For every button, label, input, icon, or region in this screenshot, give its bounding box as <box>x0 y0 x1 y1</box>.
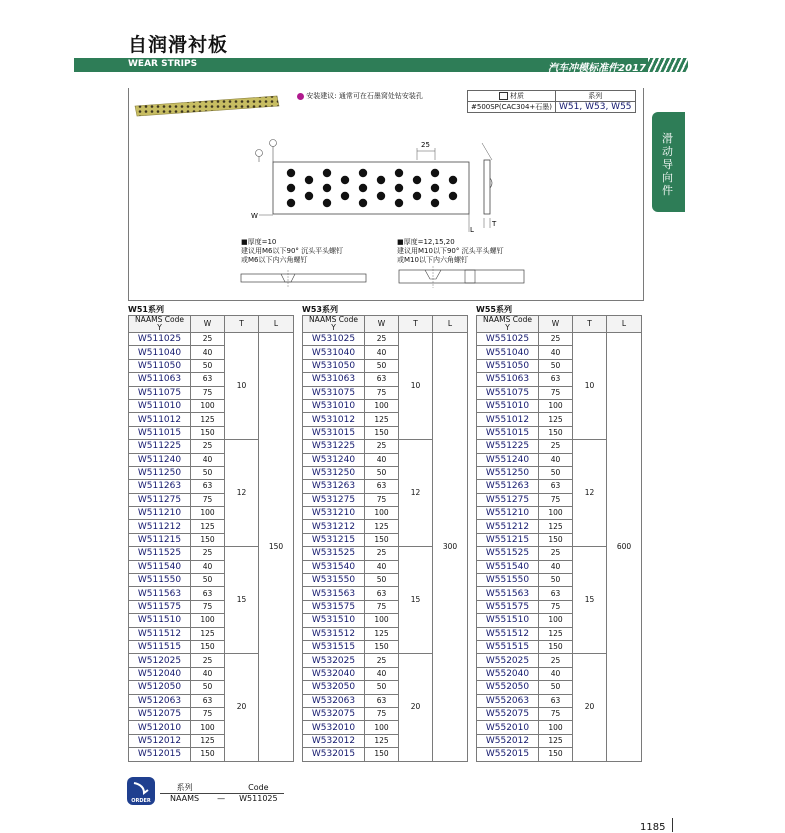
label-w: W <box>251 212 258 220</box>
install-note <box>297 91 423 101</box>
w-value: 100 <box>365 507 399 520</box>
w-value: 125 <box>539 734 573 747</box>
naams-code: W531240 <box>303 453 365 466</box>
naams-code: W531040 <box>303 346 365 359</box>
series-label: W53系列 <box>302 305 338 314</box>
w-value: 63 <box>365 373 399 386</box>
w-value: 40 <box>539 346 573 359</box>
col-header-l: L <box>259 316 294 333</box>
w-value: 63 <box>191 373 225 386</box>
w-value: 25 <box>365 440 399 453</box>
strip-photo <box>131 94 281 118</box>
l-value: 150 <box>259 333 294 762</box>
w-value: 50 <box>191 359 225 372</box>
w-value: 63 <box>365 480 399 493</box>
w-value: 125 <box>539 520 573 533</box>
w-value: 40 <box>365 346 399 359</box>
naams-code: W511510 <box>129 614 191 627</box>
dim-25: 25 <box>421 141 430 149</box>
w-value: 75 <box>539 707 573 720</box>
naams-code: W552075 <box>477 707 539 720</box>
w-value: 100 <box>191 399 225 412</box>
w-value: 75 <box>191 707 225 720</box>
naams-code: W531075 <box>303 386 365 399</box>
w-value: 100 <box>191 507 225 520</box>
w-value: 40 <box>365 667 399 680</box>
naams-code: W531010 <box>303 399 365 412</box>
profile-thin <box>239 268 369 290</box>
t-value: 15 <box>225 547 259 654</box>
naams-code: W551063 <box>477 373 539 386</box>
label-t: T <box>492 220 497 228</box>
side-tab[interactable] <box>652 112 685 212</box>
w-value: 63 <box>539 694 573 707</box>
naams-code: W512025 <box>129 654 191 667</box>
series-w51 <box>128 304 294 762</box>
naams-code: W511275 <box>129 493 191 506</box>
naams-code: W511240 <box>129 453 191 466</box>
order-icon-label: ORDER <box>131 798 151 804</box>
w-value: 100 <box>365 721 399 734</box>
naams-code: W531263 <box>303 480 365 493</box>
naams-code: W551075 <box>477 386 539 399</box>
naams-code: W532040 <box>303 667 365 680</box>
series-header: 系列 <box>556 91 636 102</box>
w-value: 63 <box>191 480 225 493</box>
naams-code: W551563 <box>477 587 539 600</box>
w-value: 40 <box>365 453 399 466</box>
naams-code: W511012 <box>129 413 191 426</box>
naams-code: W531015 <box>303 426 365 439</box>
material-value: #500SP(CAC304+石墨) <box>468 102 556 113</box>
note-thickness-12-20: ■厚度=12,15,20 建议用M10以下90° 沉头平头螺钉 或M10以下内六角螺钉 <box>397 238 504 264</box>
l-value: 300 <box>433 333 468 762</box>
w-value: 150 <box>365 748 399 761</box>
w-value: 150 <box>365 426 399 439</box>
naams-code: W532010 <box>303 721 365 734</box>
w-value: 100 <box>539 721 573 734</box>
naams-code: W512012 <box>129 734 191 747</box>
t-value: 12 <box>225 440 259 547</box>
w-value: 75 <box>539 600 573 613</box>
col-header-w: W <box>539 316 573 333</box>
page-number: 1185 <box>640 818 673 833</box>
w-value: 125 <box>365 520 399 533</box>
t-value: 10 <box>399 333 433 440</box>
naams-code: W531212 <box>303 520 365 533</box>
naams-code: W532015 <box>303 748 365 761</box>
order-table <box>160 782 284 803</box>
naams-code: W511550 <box>129 574 191 587</box>
w-value: 100 <box>191 614 225 627</box>
label-l: L <box>470 226 474 234</box>
col-header-w: W <box>365 316 399 333</box>
naams-code: W552063 <box>477 694 539 707</box>
w-value: 75 <box>365 600 399 613</box>
t-value: 20 <box>399 654 433 761</box>
col-header-w: W <box>191 316 225 333</box>
col-header-code: NAAMS Code Y <box>129 316 191 333</box>
side-view-drawing <box>474 138 514 233</box>
naams-code: W551015 <box>477 426 539 439</box>
naams-code: W551515 <box>477 640 539 653</box>
l-value: 600 <box>607 333 642 762</box>
w-value: 75 <box>365 386 399 399</box>
t-value: 20 <box>573 654 607 761</box>
naams-code: W512050 <box>129 681 191 694</box>
w-value: 75 <box>191 386 225 399</box>
naams-code: W552015 <box>477 748 539 761</box>
w-value: 40 <box>191 560 225 573</box>
naams-code: W511263 <box>129 480 191 493</box>
naams-code: W551050 <box>477 359 539 372</box>
w-value: 50 <box>191 466 225 479</box>
w-value: 50 <box>539 681 573 694</box>
w-value: 125 <box>365 627 399 640</box>
w-value: 25 <box>539 547 573 560</box>
w-value: 63 <box>191 694 225 707</box>
w-value: 150 <box>539 640 573 653</box>
band-stripes <box>648 58 688 72</box>
w-value: 63 <box>365 587 399 600</box>
naams-code: W532012 <box>303 734 365 747</box>
col-header-code: NAAMS Code Y <box>303 316 365 333</box>
w-value: 100 <box>191 721 225 734</box>
col-header-code: NAAMS Code Y <box>477 316 539 333</box>
material-icon <box>499 92 508 100</box>
naams-code: W531515 <box>303 640 365 653</box>
w-value: 125 <box>191 520 225 533</box>
naams-code: W511063 <box>129 373 191 386</box>
table-row <box>303 333 468 346</box>
naams-code: W531550 <box>303 574 365 587</box>
order-dash: — <box>217 794 226 803</box>
naams-code: W511215 <box>129 533 191 546</box>
w-value: 125 <box>365 413 399 426</box>
naams-code: W552050 <box>477 681 539 694</box>
col-header-l: L <box>607 316 642 333</box>
w-value: 25 <box>191 440 225 453</box>
w-value: 63 <box>539 480 573 493</box>
w-value: 40 <box>539 560 573 573</box>
side-tab-label: 滑动导向件 <box>662 132 673 197</box>
naams-code: W531225 <box>303 440 365 453</box>
col-header-l: L <box>433 316 468 333</box>
t-value: 10 <box>225 333 259 440</box>
naams-code: W532063 <box>303 694 365 707</box>
naams-code: W531510 <box>303 614 365 627</box>
w-value: 75 <box>191 493 225 506</box>
spec-table-w51 <box>128 315 294 762</box>
naams-code: W552010 <box>477 721 539 734</box>
w-value: 25 <box>539 440 573 453</box>
t-value: 15 <box>399 547 433 654</box>
col-header-t: T <box>225 316 259 333</box>
w-value: 150 <box>191 533 225 546</box>
t-value: 20 <box>225 654 259 761</box>
w-value: 150 <box>191 426 225 439</box>
section-title-en: WEAR STRIPS <box>128 59 198 69</box>
naams-code: W551212 <box>477 520 539 533</box>
section-band <box>74 58 688 72</box>
w-value: 75 <box>365 493 399 506</box>
w-value: 63 <box>191 587 225 600</box>
w-value: 150 <box>191 748 225 761</box>
w-value: 50 <box>539 359 573 372</box>
naams-code: W531063 <box>303 373 365 386</box>
naams-code: W512040 <box>129 667 191 680</box>
naams-code: W532075 <box>303 707 365 720</box>
naams-code: W531512 <box>303 627 365 640</box>
order-col1-value: NAAMS <box>170 794 200 803</box>
w-value: 100 <box>539 507 573 520</box>
w-value: 75 <box>191 600 225 613</box>
naams-code: W531563 <box>303 587 365 600</box>
table-row <box>129 333 294 346</box>
naams-code: W511050 <box>129 359 191 372</box>
w-value: 40 <box>191 667 225 680</box>
catalog-title: 汽车冲模标准件2017 <box>548 63 646 74</box>
w-value: 75 <box>365 707 399 720</box>
w-value: 125 <box>365 734 399 747</box>
page-title: 自润滑衬板 <box>128 34 229 56</box>
w-value: 125 <box>191 413 225 426</box>
naams-code: W511540 <box>129 560 191 573</box>
t-value: 12 <box>399 440 433 547</box>
naams-code: W512010 <box>129 721 191 734</box>
page-divider <box>672 818 673 832</box>
w-value: 40 <box>365 560 399 573</box>
naams-code: W551010 <box>477 399 539 412</box>
order-col2-header: Code <box>233 782 283 794</box>
w-value: 100 <box>539 399 573 412</box>
naams-code: W511212 <box>129 520 191 533</box>
naams-code: W511525 <box>129 547 191 560</box>
w-value: 25 <box>539 654 573 667</box>
w-value: 40 <box>539 453 573 466</box>
naams-code: W512063 <box>129 694 191 707</box>
w-value: 150 <box>191 640 225 653</box>
t-value: 15 <box>573 547 607 654</box>
naams-code: W551040 <box>477 346 539 359</box>
w-value: 125 <box>539 413 573 426</box>
naams-code: W512015 <box>129 748 191 761</box>
naams-code: W551525 <box>477 547 539 560</box>
w-value: 150 <box>365 533 399 546</box>
w-value: 50 <box>365 466 399 479</box>
naams-code: W552012 <box>477 734 539 747</box>
naams-code: W551215 <box>477 533 539 546</box>
w-value: 150 <box>539 426 573 439</box>
w-value: 63 <box>539 373 573 386</box>
naams-code: W551510 <box>477 614 539 627</box>
w-value: 25 <box>191 333 225 346</box>
table-row <box>477 333 642 346</box>
w-value: 25 <box>191 654 225 667</box>
naams-code: W531575 <box>303 600 365 613</box>
w-value: 100 <box>365 614 399 627</box>
w-value: 50 <box>539 466 573 479</box>
w-value: 63 <box>365 694 399 707</box>
spec-table-w55 <box>476 315 642 762</box>
naams-code: W551025 <box>477 333 539 346</box>
naams-code: W511563 <box>129 587 191 600</box>
naams-code: W531540 <box>303 560 365 573</box>
naams-code: W531012 <box>303 413 365 426</box>
naams-code: W551512 <box>477 627 539 640</box>
col-header-t: T <box>399 316 433 333</box>
w-value: 125 <box>191 734 225 747</box>
naams-code: W511025 <box>129 333 191 346</box>
naams-code: W551240 <box>477 453 539 466</box>
naams-code: W551012 <box>477 413 539 426</box>
naams-code: W532050 <box>303 681 365 694</box>
w-value: 25 <box>191 547 225 560</box>
naams-code: W551275 <box>477 493 539 506</box>
naams-code: W511210 <box>129 507 191 520</box>
naams-code: W531250 <box>303 466 365 479</box>
naams-code: W531215 <box>303 533 365 546</box>
material-header: 材质 <box>468 91 556 102</box>
naams-code: W551210 <box>477 507 539 520</box>
naams-code: W551550 <box>477 574 539 587</box>
spec-table-w53 <box>302 315 468 762</box>
series-w53 <box>302 304 468 762</box>
w-value: 50 <box>365 359 399 372</box>
naams-code: W511040 <box>129 346 191 359</box>
naams-code: W511015 <box>129 426 191 439</box>
naams-code: W512075 <box>129 707 191 720</box>
order-col2-value: W511025 <box>239 794 278 803</box>
w-value: 50 <box>365 681 399 694</box>
series-w55 <box>476 304 642 762</box>
naams-code: W511512 <box>129 627 191 640</box>
w-value: 25 <box>365 333 399 346</box>
w-value: 63 <box>539 587 573 600</box>
naams-code: W511010 <box>129 399 191 412</box>
naams-code: W552040 <box>477 667 539 680</box>
w-value: 75 <box>539 493 573 506</box>
w-value: 75 <box>539 386 573 399</box>
series-label: W55系列 <box>476 305 512 314</box>
w-value: 125 <box>539 627 573 640</box>
naams-code: W531050 <box>303 359 365 372</box>
series-value: W51, W53, W55 <box>556 102 636 113</box>
col-header-t: T <box>573 316 607 333</box>
t-value: 12 <box>573 440 607 547</box>
naams-code: W511225 <box>129 440 191 453</box>
w-value: 50 <box>191 681 225 694</box>
profile-thick <box>397 266 527 290</box>
naams-code: W511575 <box>129 600 191 613</box>
w-value: 40 <box>539 667 573 680</box>
diagram-panel <box>128 88 644 301</box>
naams-code: W551250 <box>477 466 539 479</box>
install-note-text: 安装建议: 通常可在石墨窝处钻安装孔 <box>306 92 423 100</box>
w-value: 150 <box>365 640 399 653</box>
naams-code: W531210 <box>303 507 365 520</box>
naams-code: W552025 <box>477 654 539 667</box>
note-bullet-icon <box>297 93 304 100</box>
w-value: 25 <box>365 547 399 560</box>
note-thickness-10: ■厚度=10 建议用M6以下90° 沉头平头螺钉 或M6以下内六角螺钉 <box>241 238 344 264</box>
w-value: 150 <box>539 748 573 761</box>
order-col1-header: 系列 <box>160 782 209 794</box>
naams-code: W551540 <box>477 560 539 573</box>
naams-code: W511075 <box>129 386 191 399</box>
w-value: 50 <box>365 574 399 587</box>
w-value: 25 <box>365 654 399 667</box>
w-value: 40 <box>191 346 225 359</box>
naams-code: W531525 <box>303 547 365 560</box>
w-value: 150 <box>539 533 573 546</box>
w-value: 50 <box>191 574 225 587</box>
material-table <box>467 90 636 113</box>
naams-code: W511515 <box>129 640 191 653</box>
naams-code: W551263 <box>477 480 539 493</box>
w-value: 100 <box>539 614 573 627</box>
naams-code: W531275 <box>303 493 365 506</box>
naams-code: W511250 <box>129 466 191 479</box>
t-value: 10 <box>573 333 607 440</box>
w-value: 25 <box>539 333 573 346</box>
series-label: W51系列 <box>128 305 164 314</box>
w-value: 50 <box>539 574 573 587</box>
naams-code: W551225 <box>477 440 539 453</box>
w-value: 40 <box>191 453 225 466</box>
w-value: 125 <box>191 627 225 640</box>
w-value: 100 <box>365 399 399 412</box>
naams-code: W531025 <box>303 333 365 346</box>
naams-code: W532025 <box>303 654 365 667</box>
naams-code: W551575 <box>477 600 539 613</box>
